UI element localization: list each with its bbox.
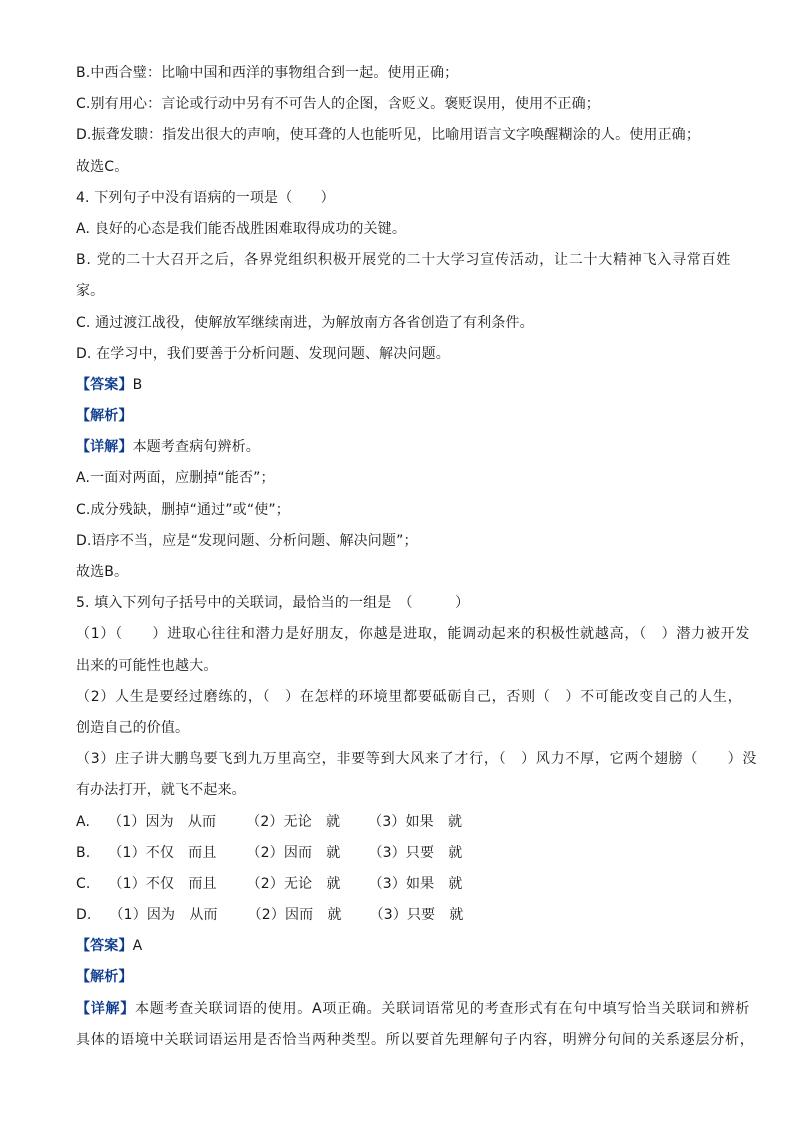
- option-part-1: （1）不仅 而且: [108, 844, 217, 861]
- question-4-option-d: D. 在学习中，我们要善于分析问题、发现问题、解决问题。: [76, 345, 450, 362]
- option-part-3: （3）如果 就: [368, 813, 463, 830]
- question-4-answer: [76, 370, 738, 401]
- question-4-note-d: D.语序不当，应是“发现问题、分析问题、解决问题”；: [76, 532, 418, 549]
- option-label: B.: [76, 844, 91, 861]
- option-part-1: （1）因为 从而: [109, 907, 218, 924]
- question-5-sentence-2-continued: 创造自己的价值。: [76, 719, 190, 736]
- question-5-analysis-heading: [76, 962, 738, 993]
- option-part-2: （2）因而 就: [247, 907, 342, 924]
- option-part-2: （2）无论 就: [246, 813, 341, 830]
- question-5-option-b: [76, 838, 738, 869]
- answer-tag: 【答案】: [76, 938, 133, 955]
- question-5-sentence-3: （3）庄子讲大鹏鸟要飞到九万里高空，非要等到大风来了才行，（ ）风力不厚，它两个翅膀（ ）没: [76, 751, 758, 768]
- detail-text: 本题考查关联词语的使用。A项正确。关联词语常见的考查形式有在句中填写恰当关联词和辨析: [135, 1000, 751, 1017]
- detail-text: 本题考查病句辨析。: [132, 439, 260, 456]
- explanation-line-b: B.中西合璧：比喻中国和西洋的事物组合到一起。使用正确；: [76, 65, 459, 81]
- question-5-sentence-1: （1）（ ）进取心往往和潜力是好朋友，你越是进取，能调动起来的积极性就越高，（ ）潜力被开发: [76, 626, 751, 643]
- question-5-answer: [76, 931, 738, 962]
- detail-tag: 【详解】: [76, 1000, 135, 1017]
- explanation-line-d: D.振聋发聩：指发出很大的声响，使耳聋的人也能听见，比喻用语言文字唤醒糊涂的人。使用正确；: [76, 127, 700, 144]
- question-4-option-a: A. 良好的心态是我们能否战胜困难取得成功的关键。: [76, 220, 406, 237]
- question-4-option-b: B. 党的二十大召开之后，各界党组织积极开展党的二十大学习宣传活动，让二十大精神飞入寻常百姓: [76, 252, 732, 269]
- option-part-3: （3）如果 就: [368, 875, 463, 892]
- question-5-detail: [76, 994, 751, 1025]
- answer-tag: 【答案】: [76, 376, 133, 393]
- detail-tag: 【详解】: [76, 439, 133, 456]
- explanation-line-c: C.别有用心：言论或行动中另有不可告人的企图，含贬义。褒贬误用，使用不正确；: [76, 96, 600, 113]
- question-5-stem: 5. 填入下列句子括号中的关联词，最恰当的一组是 （ ）: [76, 595, 470, 612]
- question-5-sentence-1-continued: 出来的可能性也越大。: [76, 657, 218, 674]
- option-part-2: （2）因而 就: [246, 844, 341, 861]
- option-part-1: （1）不仅 而且: [108, 875, 217, 892]
- question-5-option-a: [76, 807, 738, 838]
- answer-value: A: [132, 938, 143, 955]
- option-label: D.: [76, 907, 92, 924]
- option-part-3: （3）只要 就: [369, 907, 464, 924]
- question-5-sentence-3-continued: 有办法打开，就飞不起来。: [76, 782, 246, 799]
- analysis-tag: 【解析】: [76, 969, 133, 986]
- question-5-option-d: [76, 900, 738, 931]
- question-4-detail: [76, 432, 738, 463]
- question-4-option-b-continued: 家。: [76, 283, 105, 300]
- question-4-conclusion: 故选B。: [76, 564, 129, 580]
- option-label: C.: [76, 875, 91, 892]
- question-4-analysis-heading: [76, 401, 738, 432]
- question-4-option-c: C. 通过渡江战役，使解放军继续南进，为解放南方各省创造了有利条件。: [76, 314, 534, 331]
- question-5-detail-continued: 具体的语境中关联词语运用是否恰当两种类型。所以要首先理解句子内容，明辨分句间的关系逐层分析，: [76, 1031, 755, 1048]
- question-5-option-c: [76, 869, 738, 900]
- option-part-3: （3）只要 就: [368, 844, 463, 861]
- question-5-sentence-2: （2）人生是要经过磨练的，（ ）在怎样的环境里都要砥砺自己，否则（ ）不可能改变自己的人生，: [76, 688, 743, 705]
- option-part-2: （2）无论 就: [246, 875, 341, 892]
- analysis-tag: 【解析】: [76, 408, 133, 425]
- option-label: A.: [76, 813, 91, 830]
- answer-value: B: [132, 376, 143, 393]
- document-body: [76, 58, 758, 1056]
- option-part-1: （1）因为 从而: [108, 813, 217, 830]
- question-4-note-c: C.成分残缺，删掉“通过”或“使”；: [76, 501, 290, 518]
- question-4-note-a: A.一面对两面，应删掉“能否”；: [76, 470, 275, 487]
- explanation-conclusion: 故选C。: [76, 158, 129, 175]
- question-4-stem: 4. 下列句子中没有语病的一项是（ ）: [76, 189, 335, 206]
